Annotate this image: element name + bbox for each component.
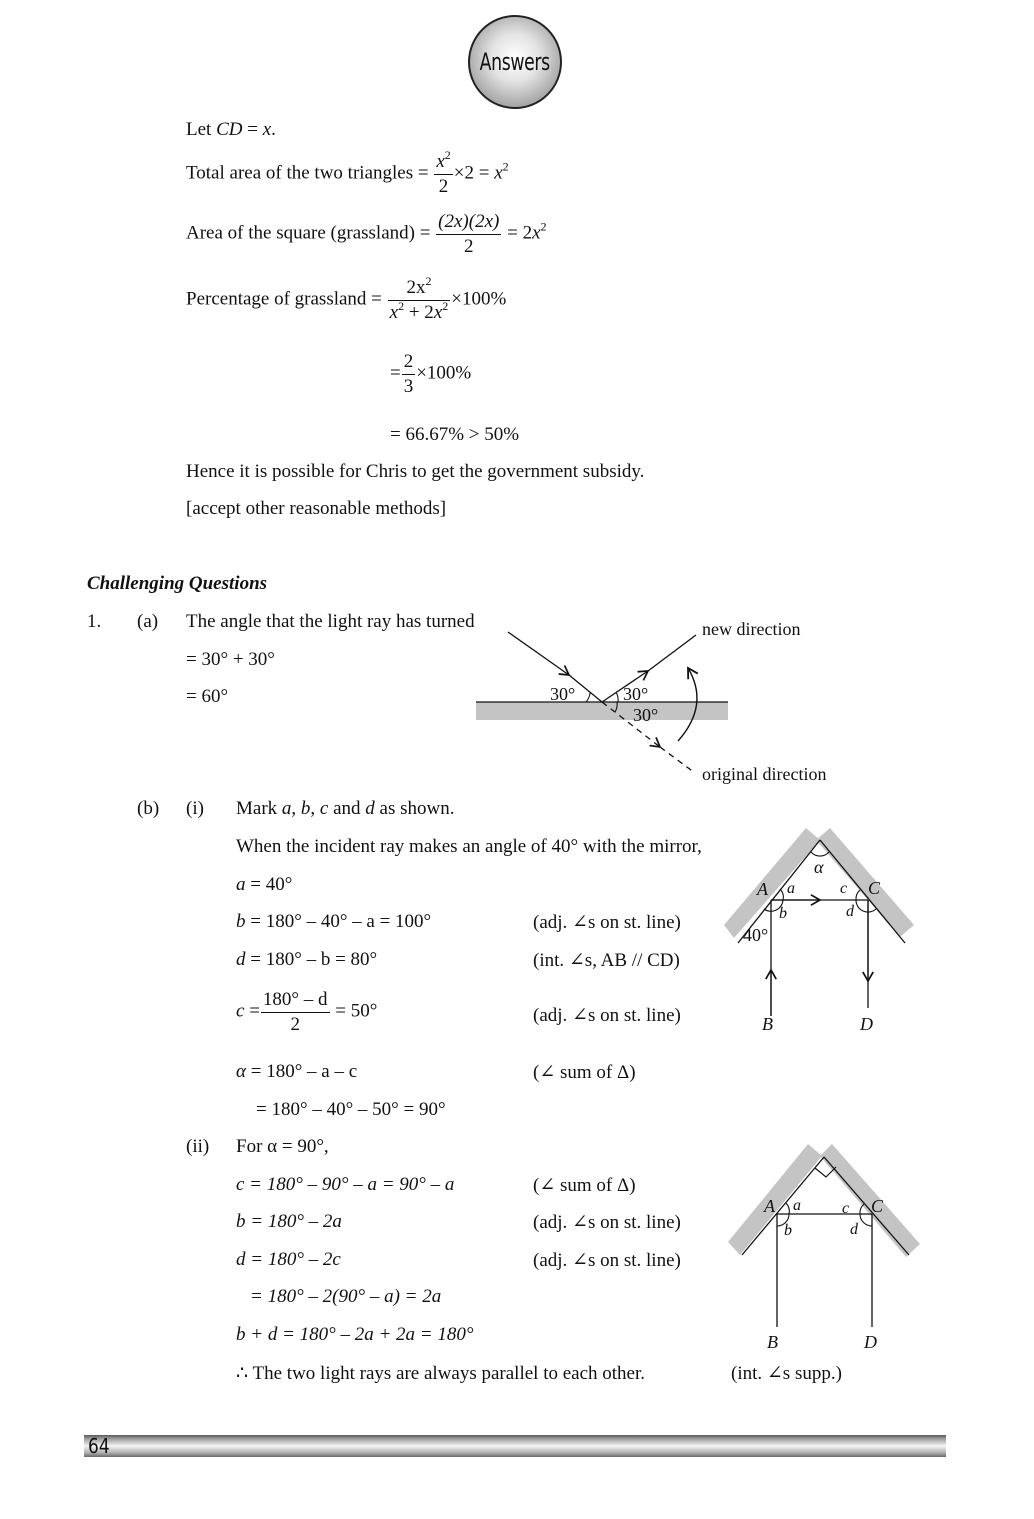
right-mirror	[820, 1144, 920, 1257]
left-mirror-line	[742, 1157, 824, 1255]
right-mirror-line	[820, 840, 905, 943]
let-cd-line: Let CD = x.	[186, 119, 276, 140]
ii-reason-d: (adj. ∠s on st. line)	[533, 1250, 681, 1271]
percentage-step-3: = 66.67% > 50%	[390, 424, 520, 445]
answers-badge	[468, 15, 562, 109]
triangles-fraction: $\frac{x^2}{2}$	[436, 148, 451, 197]
alpha-arc	[811, 852, 829, 856]
left-mirror	[724, 828, 820, 938]
angle-d-label: d	[846, 903, 854, 920]
new-direction-label: new direction	[702, 619, 801, 639]
part-b-ii-label: (ii)	[186, 1136, 210, 1157]
angle-label-left: 30°	[550, 684, 576, 704]
step-a: a = 40°	[236, 874, 293, 895]
point-a-label: A	[757, 879, 768, 899]
reflected-ray-end	[648, 635, 696, 671]
note-text: [accept other reasonable methods]	[186, 498, 447, 519]
point-c-label: C	[868, 878, 881, 898]
reason-alpha: (∠ sum of Δ)	[533, 1062, 636, 1083]
ii-reason-c: (∠ sum of Δ)	[533, 1175, 636, 1196]
point-c-label: C	[871, 1196, 884, 1216]
reason-b: (adj. ∠s on st. line)	[533, 912, 681, 933]
ii-step-d-result: = 180° – 2(90° – a) = 2a	[250, 1286, 442, 1307]
mark-line: Mark a, b, c and d as shown.	[236, 798, 455, 819]
step-c: c = $\frac{180^\circ - d}{2}$ = 50°	[236, 989, 378, 1035]
mirror-surface	[476, 702, 728, 720]
arc-c	[856, 890, 860, 900]
triangles-area-line: Total area of the two triangles = $\frac{x^2}{2}$ $\times 2 = x^2$	[186, 148, 509, 197]
right-mirror-line	[824, 1157, 909, 1255]
angle-d-label: d	[850, 1221, 858, 1238]
ii-conclusion-reason: (int. ∠s supp.)	[731, 1363, 842, 1384]
point-a-label: A	[764, 1196, 775, 1216]
ii-conclusion: ∴ The two light rays are always parallel to each other.	[236, 1363, 646, 1384]
angle-label-right: 30°	[623, 684, 649, 704]
step-alpha-result: = 180° – 40° – 50° = 90°	[256, 1099, 446, 1120]
right-mirror	[816, 828, 914, 937]
mirror-diagram-i	[720, 825, 930, 1040]
incident-line: When the incident ray makes an angle of 40° with the mirror,	[236, 836, 702, 857]
angle-b-label: b	[784, 1222, 792, 1239]
ii-step-d: d = 180° – 2c	[236, 1249, 341, 1270]
left-mirror	[728, 1144, 822, 1255]
ii-step-b: b = 180° – 2a	[236, 1211, 342, 1232]
part-a-label: (a)	[137, 611, 159, 632]
answers-badge-label: Answers	[479, 48, 551, 76]
point-b-label: B	[762, 1014, 773, 1034]
ii-reason-b: (adj. ∠s on st. line)	[533, 1212, 681, 1233]
conclusion-text: Hence it is possible for Chris to get the government subsidy.	[186, 461, 645, 482]
angle-arc-right	[616, 692, 618, 702]
part-b-i-label: (i)	[186, 798, 204, 819]
point-d-label: D	[860, 1014, 873, 1034]
angle-a-label: a	[793, 1197, 801, 1214]
incident-ray	[508, 632, 569, 675]
c-fraction: $\frac{180^\circ - d}{2}$	[262, 989, 328, 1035]
alpha-label: α	[814, 857, 824, 877]
point-d-label: D	[864, 1332, 877, 1352]
reflection-diagram	[470, 610, 870, 790]
square-fraction: $\frac{(2x)(2x)}{2}$	[438, 211, 500, 257]
percentage-fraction: $\frac{2x^2}{x^2 + 2x^2}$	[389, 274, 449, 323]
for-alpha-line: For α = 90°,	[236, 1136, 329, 1157]
percentage-step-2: = $\frac{2}{3}$ ×100%	[390, 351, 472, 397]
reason-c: (adj. ∠s on st. line)	[533, 1005, 681, 1026]
step-d: d = 180° – b = 80°	[236, 949, 378, 970]
footer-bar	[84, 1435, 946, 1457]
angle-a-label: a	[787, 880, 795, 897]
reason-d: (int. ∠s, AB // CD)	[533, 950, 680, 971]
section-heading: Challenging Questions	[87, 573, 268, 594]
arc-a	[786, 1203, 789, 1214]
ii-step-sum: b + d = 180° – 2a + 2a = 180°	[236, 1324, 474, 1345]
angle-c-label: c	[840, 880, 848, 897]
ii-step-c: c = 180° – 90° – a = 90° – a	[236, 1174, 455, 1195]
angle-b-label: b	[779, 905, 787, 922]
part-a-line-2: = 30° + 30°	[186, 649, 275, 670]
step-alpha: α = 180° – a – c	[236, 1061, 358, 1082]
page-number: 64	[88, 1434, 110, 1458]
part-b-label: (b)	[137, 798, 160, 819]
original-direction-label: original direction	[702, 764, 827, 784]
angle-arc-left	[586, 693, 590, 702]
step-b: b = 180° – 40° – a = 100°	[236, 911, 432, 932]
original-direction-ray-end	[660, 747, 695, 773]
part-a-line-1: The angle that the light ray has turned	[186, 611, 475, 632]
two-thirds-fraction: $\frac{2}{3}$	[403, 351, 414, 397]
angle-c-label: c	[842, 1200, 850, 1217]
angle-label-below: 30°	[633, 705, 659, 725]
square-area-line: Area of the square (grassland) = $\frac{(2x)(2x)}{2}$ = $2x^2$	[186, 211, 547, 257]
angle-40-label: 40°	[743, 925, 769, 945]
percentage-line: Percentage of grassland = $\frac{2x^2}{x^2 + 2x^2}$ ×100%	[186, 274, 507, 323]
point-b-label: B	[767, 1332, 778, 1352]
question-number: 1.	[87, 611, 102, 632]
mirror-diagram-ii	[720, 1140, 930, 1360]
part-a-line-3: = 60°	[186, 686, 229, 707]
